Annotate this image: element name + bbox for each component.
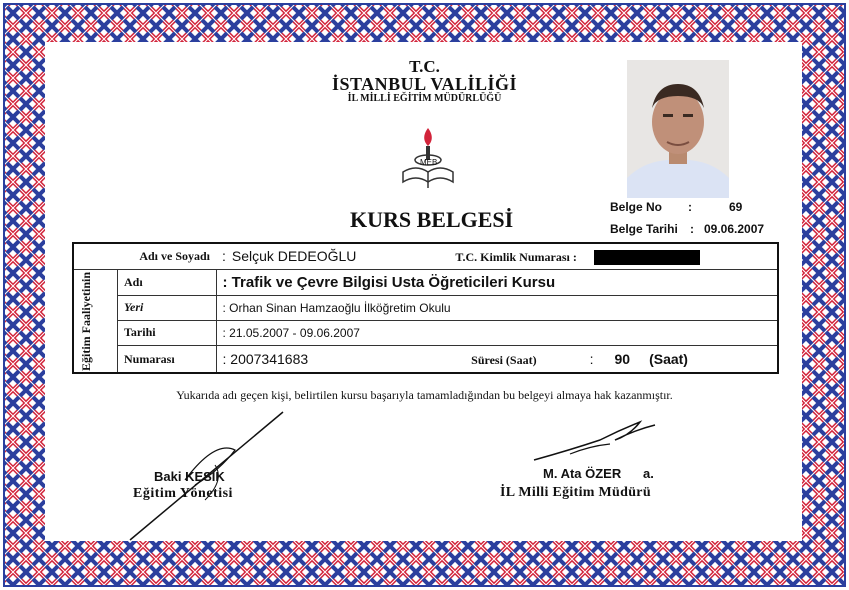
belge-tarihi-label: Belge Tarihi xyxy=(610,222,678,236)
table-row xyxy=(73,320,778,345)
right-signer-name: M. Ata ÖZER xyxy=(543,466,622,481)
name-value: Selçuk DEDEOĞLU xyxy=(231,247,357,264)
right-signature xyxy=(530,410,660,465)
yeri-label: Yeri xyxy=(118,295,217,320)
adi-label: Adı xyxy=(118,270,217,295)
belge-no-value: 69 xyxy=(729,200,743,214)
statement-text: Yukarıda adı geçen kişi, belirtilen kursu başarıyla tamamladığından bu belgeyi almaya hak kazanmıştır. xyxy=(176,388,673,402)
yeri-value: : Orhan Sinan Hamzaoğlu İlköğretim Okulu xyxy=(216,295,778,320)
name-cell xyxy=(216,243,778,270)
belge-no-colon: : xyxy=(688,200,692,214)
numarasi-cell xyxy=(216,346,778,373)
redacted-id xyxy=(594,250,700,265)
name-label: Adı ve Soyadı xyxy=(73,243,216,270)
suresi-unit: (Saat) xyxy=(649,350,688,367)
table-row xyxy=(73,295,778,320)
numarasi-value: : 2007341683 xyxy=(222,350,309,367)
right-signer-title: İL Milli Eğitim Müdürü xyxy=(500,485,651,500)
right-signer-suffix: a. xyxy=(643,466,654,481)
belge-tarihi-colon: : xyxy=(690,222,694,236)
tarihi-label: Tarihi xyxy=(118,320,217,345)
header-valilik: İSTANBUL VALİLİĞİ xyxy=(331,74,518,94)
tarihi-value: : 21.05.2007 - 09.06.2007 xyxy=(216,320,778,345)
name-colon: : xyxy=(222,247,226,264)
meb-logo-text: MEB xyxy=(420,158,438,167)
belge-no-label: Belge No xyxy=(610,200,663,214)
header-tc: T.C. xyxy=(409,57,440,76)
suresi-value: 90 xyxy=(614,350,631,367)
table-row xyxy=(73,346,778,373)
suresi-label: Süresi (Saat) xyxy=(471,352,537,367)
numarasi-label: Numarası xyxy=(118,346,217,373)
info-table xyxy=(72,242,779,374)
left-signer-name: Baki KESİK xyxy=(154,469,225,484)
suresi-colon: : xyxy=(589,350,594,367)
header-mudurluk: İL MİLLİ EĞİTİM MÜDÜRLÜĞÜ xyxy=(347,93,502,104)
table-row xyxy=(73,243,778,270)
tc-label: T.C. Kimlik Numarası : xyxy=(455,249,577,264)
activity-side-label: Eğitim Faaliyetinin xyxy=(78,271,93,371)
left-signer-title: Eğitim Yönetisi xyxy=(133,486,233,501)
portrait-photo xyxy=(627,60,729,198)
table-row xyxy=(73,270,778,295)
belge-tarihi-value: 09.06.2007 xyxy=(704,222,765,236)
adi-value: : Trafik ve Çevre Bilgisi Usta Öğreticileri Kursu xyxy=(216,270,778,295)
activity-side-cell xyxy=(73,270,118,373)
document-title: KURS BELGESİ xyxy=(350,207,514,232)
